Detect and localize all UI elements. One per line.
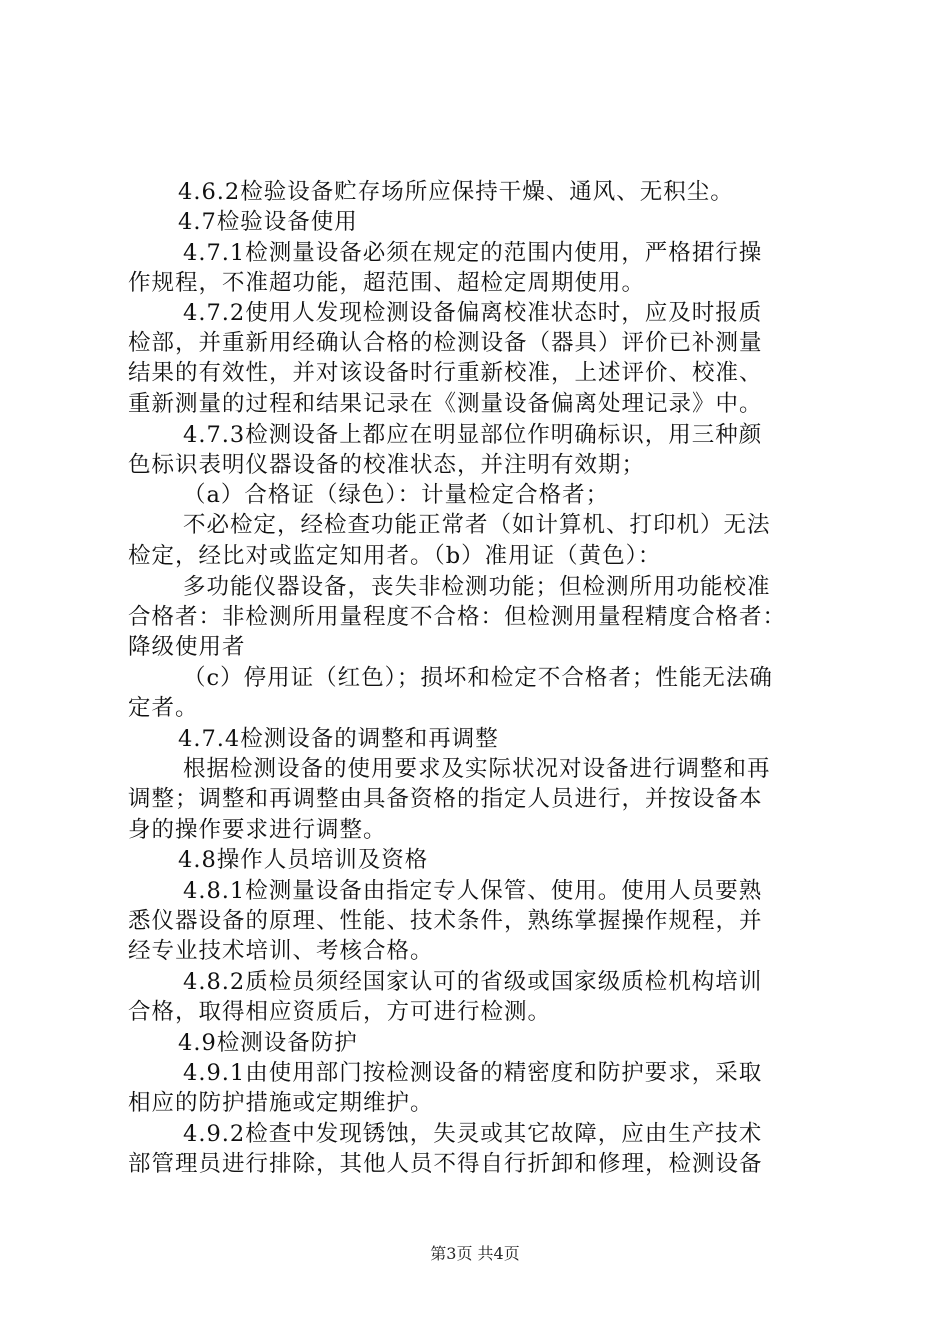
section-heading-4-8: 4.8操作人员培训及资格 bbox=[178, 847, 429, 873]
text-line-31: 相应的防护措施或定期维护。 bbox=[128, 1090, 434, 1116]
text-line-4: 作规程，不准超功能，超范围、超检定周期使用。 bbox=[128, 270, 646, 296]
text-line-14: 多功能仪器设备，丧失非检测功能；但检测所用功能校准 bbox=[183, 574, 771, 600]
section-heading-4-7-4: 4.7.4检测设备的调整和再调整 bbox=[178, 726, 499, 752]
text-line-12: 不必检定，经检查功能正常者（如计算机、打印机）无法 bbox=[183, 512, 771, 538]
text-line-13: 检定，经比对或监定知用者。（b）准用证（黄色）： bbox=[128, 543, 662, 569]
text-line-33: 部管理员进行排除，其他人员不得自行折卸和修理，检测设备 bbox=[128, 1151, 763, 1177]
section-heading-4-9: 4.9检测设备防护 bbox=[178, 1030, 358, 1056]
section-heading-4-7: 4.7检验设备使用 bbox=[178, 209, 358, 235]
text-line-7: 结果的有效性，并对该设备时行重新校准，上述评价、校准、 bbox=[128, 360, 763, 386]
text-line-15: 合格者：非检测所用量程度不合格：但检测用量程精度合格者： bbox=[128, 604, 787, 630]
text-line-22: 身的操作要求进行调整。 bbox=[128, 817, 387, 843]
text-line-11: （a）合格证（绿色）：计量检定合格者； bbox=[183, 482, 610, 508]
text-line-9: 4.7.3检测设备上都应在明显部位作明确标识，用三种颜 bbox=[183, 422, 763, 448]
text-line-25: 悉仪器设备的原理、性能、技术条件，熟练掌握操作规程，并 bbox=[128, 908, 763, 934]
text-line-30: 4.9.1由使用部门按检测设备的精密度和防护要求，采取 bbox=[183, 1060, 763, 1086]
text-line-10: 色标识表明仪器设备的校准状态，并注明有效期； bbox=[128, 452, 646, 478]
text-line-3: 4.7.1检测量设备必须在规定的范围内使用，严格捃行操 bbox=[183, 240, 763, 266]
text-line-24: 4.8.1检测量设备由指定专人保管、使用。使用人员要熟 bbox=[183, 878, 763, 904]
page-number-footer: 第3页 共4页 bbox=[430, 1244, 520, 1263]
text-line-1: 4.6.2检验设备贮存场所应保持干燥、通风、无积尘。 bbox=[178, 179, 734, 205]
text-line-6: 检部，并重新用经确认合格的检测设备（器具）评价已补测量 bbox=[128, 330, 763, 356]
text-line-5: 4.7.2使用人发现检测设备偏离校准状态时，应及时报质 bbox=[183, 300, 763, 326]
text-line-21: 调整；调整和再调整由具备资格的指定人员进行，并按设备本 bbox=[128, 786, 763, 812]
text-line-32: 4.9.2检查中发现锈蚀，失灵或其它故障，应由生产技术 bbox=[183, 1121, 763, 1147]
text-line-27: 4.8.2质检员须经国家认可的省级或国家级质检机构培训 bbox=[183, 969, 763, 995]
text-line-17: （c）停用证（红色）；损坏和检定不合格者；性能无法确 bbox=[183, 665, 773, 691]
text-line-28: 合格，取得相应资质后，方可进行检测。 bbox=[128, 999, 552, 1025]
text-line-16: 降级使用者 bbox=[128, 634, 246, 660]
text-line-26: 经专业技术培训、考核合格。 bbox=[128, 938, 434, 964]
text-line-20: 根据检测设备的使用要求及实际状况对设备进行调整和再 bbox=[183, 756, 771, 782]
text-line-18: 定者。 bbox=[128, 695, 199, 721]
text-line-8: 重新测量的过程和结果记录在《测量设备偏离处理记录》中。 bbox=[128, 391, 763, 417]
